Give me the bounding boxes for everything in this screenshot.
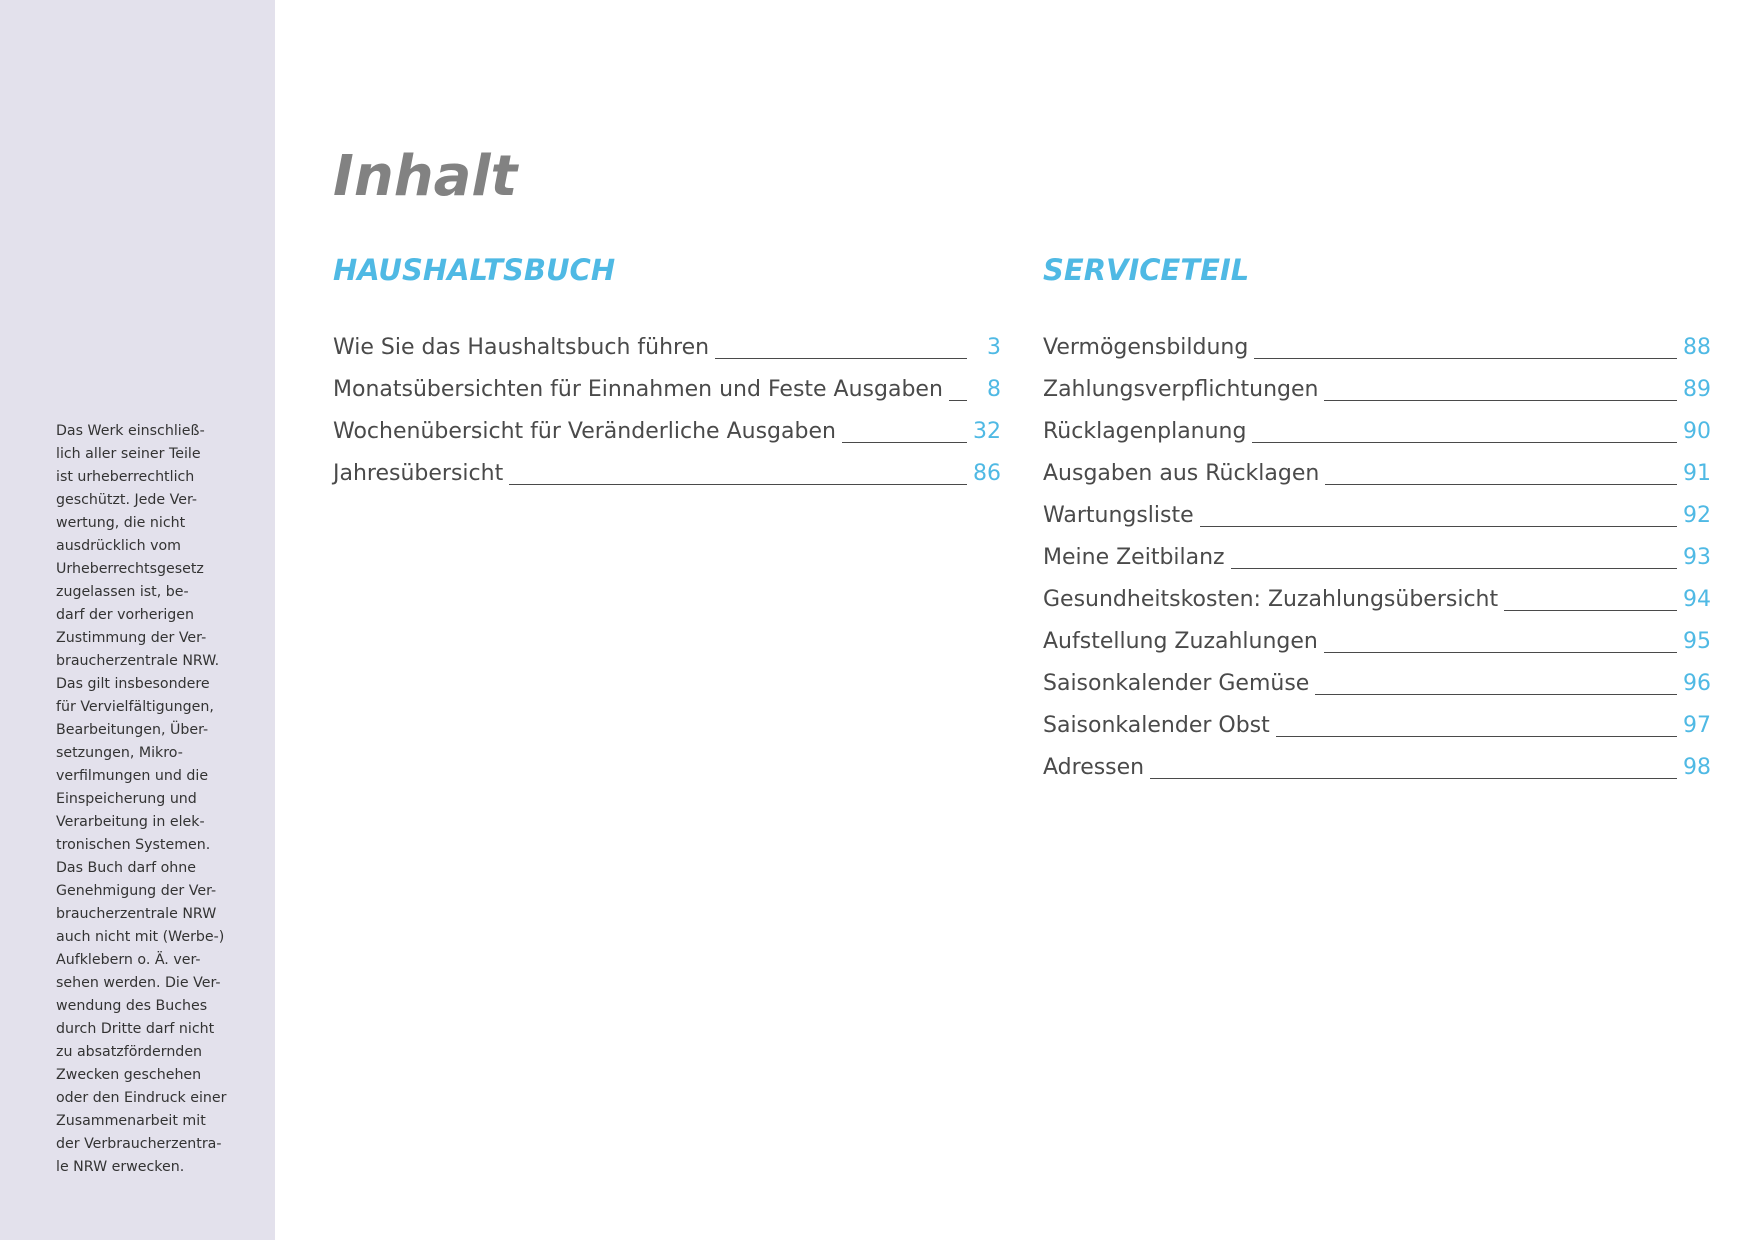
- toc-leader-line: [1150, 778, 1677, 779]
- toc-entry-label: Monatsübersichten für Einnahmen und Feste Ausgaben: [333, 377, 943, 402]
- toc-entry-label: Gesundheitskosten: Zuzahlungsübersicht: [1043, 587, 1499, 612]
- toc-entry[interactable]: [333, 410, 1001, 452]
- toc-entry-page: 89: [1683, 377, 1711, 402]
- toc-entry-page: 32: [973, 419, 1001, 444]
- toc-entry[interactable]: [1043, 746, 1711, 788]
- toc-leader-line: [1200, 526, 1677, 527]
- toc-entry-page: 96: [1683, 671, 1711, 696]
- toc-entry-page: 94: [1683, 587, 1711, 612]
- toc-entry-page: 92: [1683, 503, 1711, 528]
- toc-leader-line: [1276, 736, 1677, 737]
- toc-entry[interactable]: [1043, 494, 1711, 536]
- toc-entry[interactable]: [1043, 578, 1711, 620]
- toc-entry[interactable]: [333, 368, 1001, 410]
- toc-leader-line: [842, 442, 967, 443]
- section-heading-haushaltsbuch: HAUSHALTSBUCH: [333, 253, 616, 287]
- toc-entry[interactable]: [1043, 326, 1711, 368]
- toc-entry-page: 90: [1683, 419, 1711, 444]
- toc-entry-label: Aufstellung Zuzahlungen: [1043, 629, 1318, 654]
- toc-leader-line: [949, 400, 967, 401]
- toc-leader-line: [1252, 442, 1677, 443]
- toc-entry-page: 95: [1683, 629, 1711, 654]
- section-heading-serviceteil: SERVICETEIL: [1043, 253, 1250, 287]
- toc-entry-page: 97: [1683, 713, 1711, 738]
- toc-entry-page: 93: [1683, 545, 1711, 570]
- toc-entry-page: 86: [973, 461, 1001, 486]
- toc-entry-label: Saisonkalender Obst: [1043, 713, 1270, 738]
- toc-entry-page: 3: [987, 335, 1001, 360]
- toc-leader-line: [1324, 652, 1677, 653]
- toc-entry-label: Wie Sie das Haushaltsbuch führen: [333, 335, 710, 360]
- toc-leader-line: [1504, 610, 1677, 611]
- toc-leader-line: [1254, 358, 1677, 359]
- toc-entry-label: Wartungsliste: [1043, 503, 1194, 528]
- toc-entry-page: 8: [987, 377, 1001, 402]
- toc-leader-line: [715, 358, 967, 359]
- toc-entry-label: Jahresübersicht: [333, 461, 504, 486]
- toc-entry-label: Wochenübersicht für Veränderliche Ausgaben: [333, 419, 836, 444]
- toc-entry[interactable]: [1043, 620, 1711, 662]
- toc-entry[interactable]: [1043, 662, 1711, 704]
- toc-leader-line: [1315, 694, 1677, 695]
- page-title: Inhalt: [333, 144, 518, 209]
- toc-entry-label: Saisonkalender Gemüse: [1043, 671, 1310, 696]
- toc-leader-line: [1231, 568, 1677, 569]
- sidebar: [0, 0, 275, 1240]
- copyright-notice: Das Werk einschließ- lich aller seiner Teile ist urheberrechtlich geschützt. Jede Ver- wertung, die nicht ausdrücklich vom Urheberrechtsgesetz zugelassen ist, be- darf der vorherigen Zustimmung der Ver- braucherzentrale NRW. Das gilt insbesondere für Vervielfältigungen, Bearbeitungen, Über- setzungen, Mikro- verfilmungen und die Einspeicherung und Verarbeitung in elek- tronischen Systemen. Das Buch darf ohne Genehmigung der Ver- braucherzentrale NRW auch nicht mit (Werbe-) Aufklebern o. Ä. ver- sehen werden. Die Ver- wendung des Buches durch Dritte darf nicht zu absatzfördernden Zwecken geschehen oder den Eindruck einer Zusammenarbeit mit der Verbraucherzentra- le NRW erwecken.: [56, 423, 227, 1175]
- toc-entry[interactable]: [1043, 704, 1711, 746]
- toc-leader-line: [1325, 484, 1677, 485]
- toc-leader-line: [509, 484, 967, 485]
- toc-entry-page: 91: [1683, 461, 1711, 486]
- toc-entry-label: Rücklagenplanung: [1043, 419, 1247, 444]
- toc-entry-label: Vermögensbildung: [1043, 335, 1249, 360]
- toc-entry-label: Meine Zeitbilanz: [1043, 545, 1225, 570]
- toc-entry-label: Ausgaben aus Rücklagen: [1043, 461, 1320, 486]
- toc-entry-label: Adressen: [1043, 755, 1145, 780]
- toc-entry[interactable]: [1043, 452, 1711, 494]
- toc-entry[interactable]: [1043, 368, 1711, 410]
- toc-entry[interactable]: [1043, 536, 1711, 578]
- toc-leader-line: [1324, 400, 1677, 401]
- toc-entry[interactable]: [333, 326, 1001, 368]
- toc-entry[interactable]: [1043, 410, 1711, 452]
- toc-list-haushaltsbuch: [333, 326, 1001, 494]
- toc-entry-page: 98: [1683, 755, 1711, 780]
- toc-list-serviceteil: [1043, 326, 1711, 788]
- toc-entry-page: 88: [1683, 335, 1711, 360]
- toc-entry-label: Zahlungsverpflichtungen: [1043, 377, 1319, 402]
- toc-entry[interactable]: [333, 452, 1001, 494]
